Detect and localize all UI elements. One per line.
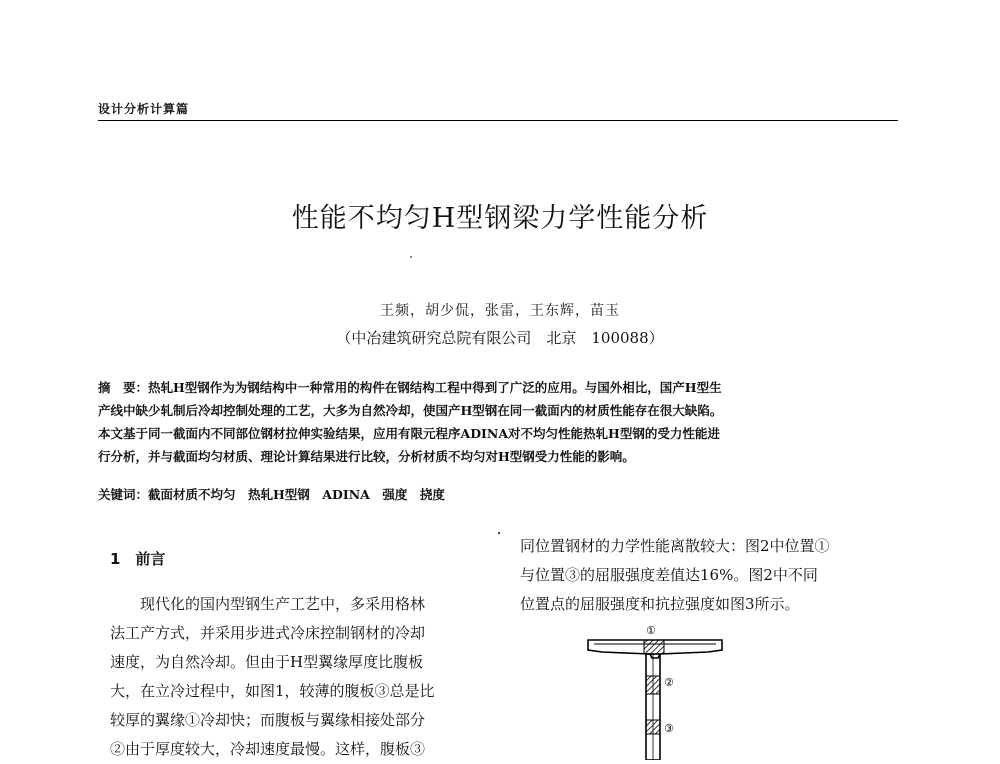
abstract-line: 行分析，并与截面均匀材质、理论计算结果进行比较，分析材质不均匀对H型钢受力性能的影响。: [98, 449, 635, 464]
keywords: 关键词：截面材质不均匀 热轧H型钢 ADINA 强度 挠度: [98, 487, 445, 502]
header-divider: [98, 120, 898, 121]
body-line: 较厚的翼缘①冷却快；而腹板与翼缘相接处部分: [110, 711, 426, 729]
abstract: [98, 376, 898, 468]
body-line: 大，在立冷过程中，如图1，较薄的腹板③总是比: [110, 682, 435, 700]
figure-label-1: ①: [646, 624, 656, 637]
body-line: 法工产方式，并采用步进式冷床控制钢材的冷却: [110, 624, 426, 642]
figure-label-2: ②: [664, 676, 674, 689]
body-line: 位置点的屈服强度和抗拉强度如图3所示。: [520, 595, 800, 613]
paper-title: 性能不均匀H型钢梁力学性能分析: [291, 203, 709, 234]
body-line: ②由于厚度较大，冷却速度最慢。这样，腹板③: [110, 740, 426, 758]
region-2-hatch: [646, 676, 660, 694]
body-left-column: [110, 590, 480, 764]
body-line: 同位置钢材的力学性能离散较大：图2中位置①: [520, 537, 830, 555]
affiliation: （中冶建筑研究总院有限公司 北京 100088）: [336, 329, 664, 347]
body-line: 与位置③的屈服强度差值达16%。图2中不同: [520, 566, 818, 584]
section-heading: 1 前言: [110, 550, 166, 568]
stray-dot: [498, 532, 500, 534]
body-right-column: [520, 532, 900, 619]
abstract-line: 本文基于同一截面内不同部位钢材拉伸实验结果，应用有限元程序ADINA对不均匀性能热轧H型钢的受力性能进: [98, 426, 720, 441]
figure-label-3: ③: [664, 722, 674, 735]
region-3-hatch: [646, 720, 660, 734]
h-beam-figure: [580, 622, 730, 760]
abstract-line: 产线中缺少轧制后冷却控制处理的工艺，大多为自然冷却，使国产H型钢在同一截面内的材质性能存在很大缺陷。: [98, 403, 723, 418]
body-line: 现代化的国内型钢生产工艺中，多采用格林: [110, 595, 426, 613]
stray-dot: [410, 256, 412, 258]
section-label: 设计分析计算篇: [98, 102, 190, 116]
region-1-hatch: [644, 640, 664, 654]
body-line: 速度，为自然冷却。但由于H型翼缘厚度比腹板: [110, 653, 424, 671]
abstract-line: 摘 要：热轧H型钢作为为钢结构中一种常用的构件在钢结构工程中得到了广泛的应用。与国外相比，国产H型生: [98, 380, 722, 395]
authors: 王频，胡少侃，张雷，王东辉，苗玉: [380, 303, 620, 319]
